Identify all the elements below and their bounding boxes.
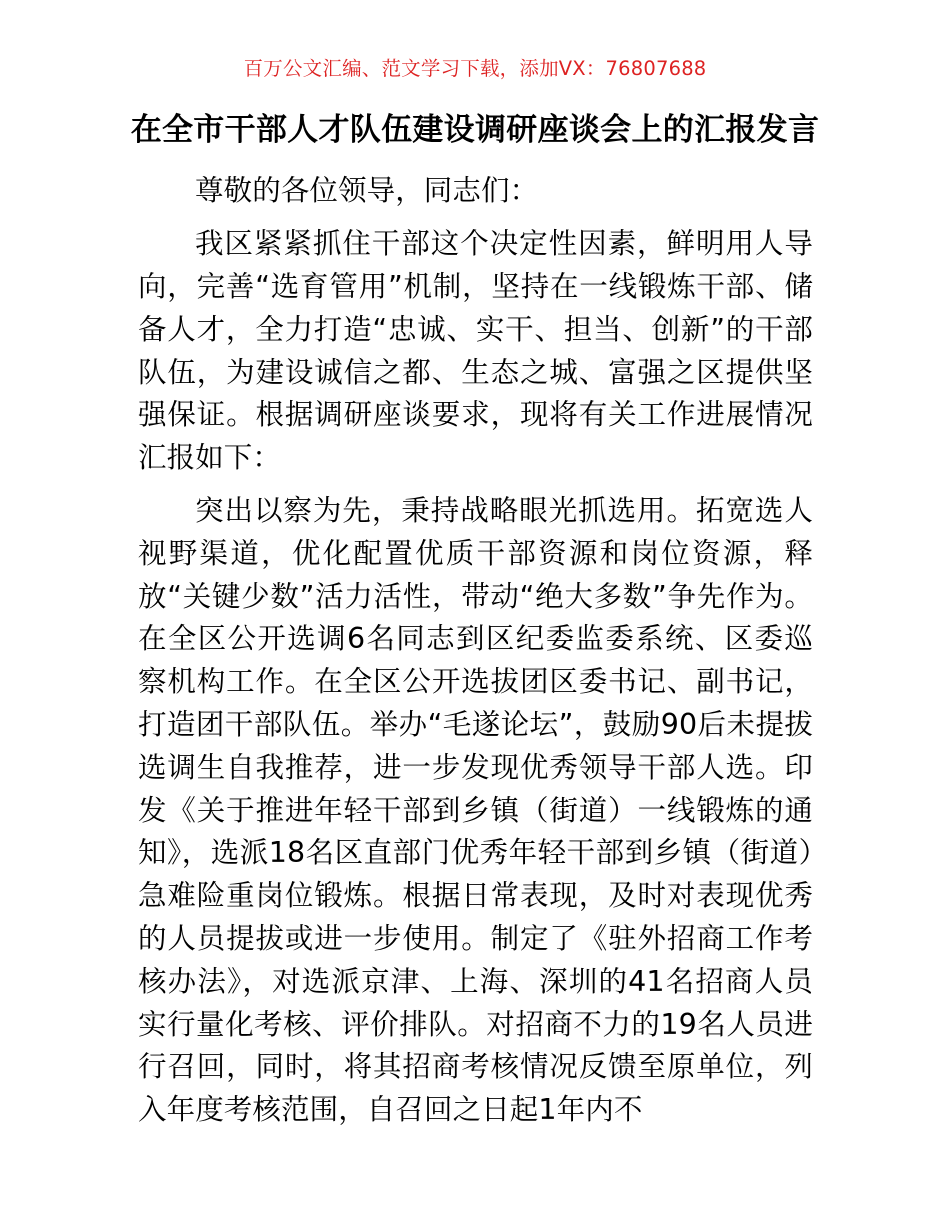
promo-banner: 百万公文汇编、范文学习下载，添加VX：76807688: [243, 57, 707, 80]
document-body: [0, 152, 950, 1132]
salutation-paragraph: 尊敬的各位领导，同志们：: [195, 174, 539, 208]
page-title: 在全市干部人才队伍建设调研座谈会上的汇报发言: [130, 112, 820, 149]
body-paragraph-2: 突出以察为先，秉持战略眼光抓选用。拓宽选人视野渠道，优化配置优质干部资源和岗位资源，释放“关键少数”活力活性，带动“绝大多数”争先作为。在全区公开选调6名同志到区纪委监委系统、区委巡察机构工作。在全区公开选拔团区委书记、副书记，打造团干部队伍。举办“毛遂论坛”，鼓励90后未提拔选调生自我推荐，进一步发现优秀领导干部人选。印发《关于推进年轻干部到乡镇（街道）一线锻炼的通知》，选派18名区直部门优秀年轻干部到乡镇（街道）急难险重岗位锻炼。根据日常表现，及时对表现优秀的人员提拔或进一步使用。制定了《驻外招商工作考核办法》，对选派京津、上海、深圳的41名招商人员实行量化考核、评价排队。对招商不力的19名人员进行召回，同时，将其招商考核情况反馈至原单位，列入年度考核范围，自召回之日起1年内不: [138, 493, 813, 1127]
body-paragraph-1: 我区紧紧抓住干部这个决定性因素，鲜明用人导向，完善“选育管用”机制，坚持在一线锻炼干部、储备人才，全力打造“忠诚、实干、担当、创新”的干部队伍，为建设诚信之都、生态之城、富强之区提供坚强保证。根据调研座谈要求，现将有关工作进展情况汇报如下：: [138, 227, 813, 475]
